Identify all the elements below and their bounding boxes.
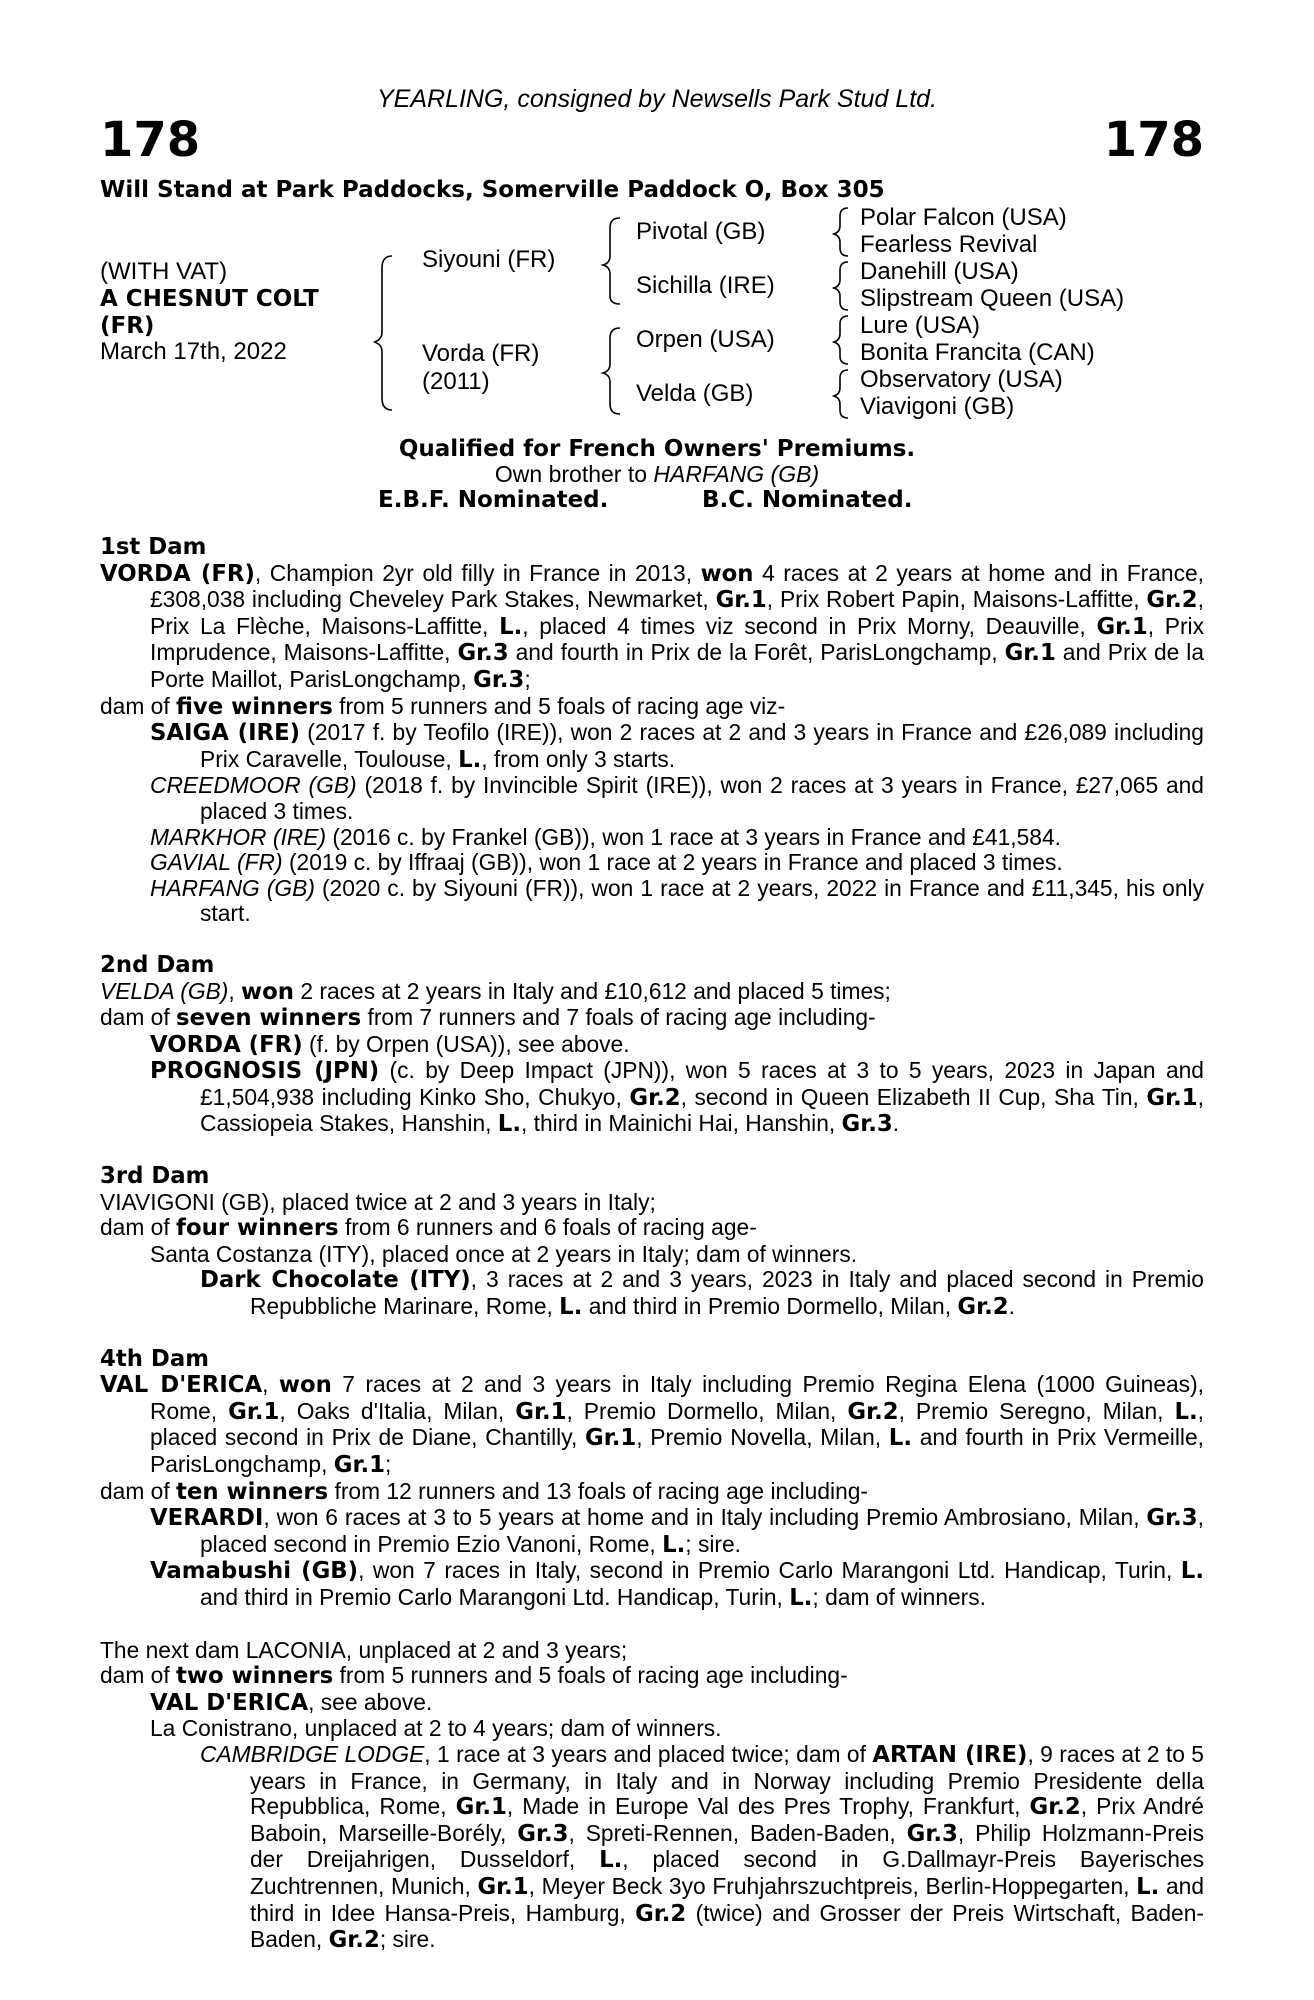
- produce-dark-chocolate: Dark Chocolate (ITY), 3 races at 2 and 3 years, 2023 in Italy and placed second in Premio Repubbliche Marinare, Rome, L. and third in Premio Dormello, Milan, Gr.2.: [200, 1266, 1204, 1321]
- produce-vamabushi: Vamabushi (GB), won 7 races in Italy, second in Premio Carlo Marangoni Ltd. Handicap, Turin, L. and third in Premio Carlo Marangoni Ltd. Handicap, Turin, L.; dam of winners.: [150, 1557, 1204, 1611]
- catalogue-body: [100, 535, 1204, 1954]
- bc-nomination: B.C. Nominated.: [702, 487, 913, 513]
- stabling-location: Will Stand at Park Paddocks, Somerville Paddock O, Box 305: [100, 177, 885, 203]
- sire-dam: Sichilla (IRE): [636, 272, 775, 299]
- premium-qualification: Qualified for French Owners' Premiums.: [398, 436, 916, 462]
- horse-country: (FR): [100, 313, 155, 339]
- produce-santa-costanza: Santa Costanza (ITY), placed once at 2 years in Italy; dam of winners.: [150, 1240, 858, 1267]
- ancestor-4: Slipstream Queen (USA): [860, 285, 1125, 312]
- produce-creedmoor: CREEDMOOR (GB) (2018 f. by Invincible Spirit (IRE)), won 2 races at 3 years in France, £27,065 and placed 3 times.: [150, 772, 1204, 824]
- produce-val-derica: VAL D'ERICA, see above.: [150, 1688, 433, 1716]
- fourth-dam-produce-summary: dam of ten winners from 12 runners and 13 foals of racing age including-: [100, 1477, 869, 1505]
- dam-name: Vorda (FR): [422, 340, 540, 367]
- second-dam-title: 2nd Dam: [100, 951, 215, 978]
- produce-verardi: VERARDI, won 6 races at 3 to 5 years at home and in Italy including Premio Ambrosiano, Milan, Gr.3, placed second in Premio Ezio Vanoni, Rome, L.; sire.: [150, 1504, 1204, 1558]
- first-dam-title: 1st Dam: [100, 534, 207, 560]
- dam-sire: Orpen (USA): [636, 326, 775, 353]
- ancestor-8: Viavigoni (GB): [860, 393, 1015, 420]
- lot-number-left: 178: [100, 112, 201, 168]
- third-dam-produce-summary: dam of four winners from 6 runners and 6 foals of racing age-: [100, 1214, 757, 1242]
- first-dam-record: VORDA (FR), Champion 2yr old filly in France in 2013, won 4 races at 2 years at home and in France, £308,038 including Cheveley Park Stakes, Newmarket, Gr.1, Prix Robert Papin, Maisons-Laffitte, Gr.2, Prix La Flèche, Maisons-Laffitte, L., placed 4 times viz second in Prix Morny, Deauville, Gr.1, Prix Imprudence, Maisons-Laffitte, Gr.3 and fourth in Prix de la Forêt, ParisLongchamp, Gr.1 and Prix de la Porte Maillot, ParisLongchamp, Gr.3;: [100, 559, 1205, 693]
- third-dam-title: 3rd Dam: [100, 1163, 210, 1190]
- ancestor-1: Polar Falcon (USA): [860, 204, 1067, 231]
- sire-name: Siyouni (FR): [422, 246, 556, 273]
- sire-sire: Pivotal (GB): [636, 218, 766, 245]
- produce-cambridge-lodge: CAMBRIDGE LODGE, 1 race at 3 years and placed twice; dam of ARTAN (IRE), 9 races at 2 to 5 years in France, in Germany, in Italy and in Norway including Premio Presidente della Repubblica, Rome, Gr.1, Made in Europe Val des Pres Trophy, Frankfurt, Gr.2, Prix André Baboin, Marseille-Borély, Gr.3, Spreti-Rennen, Baden-Baden, Gr.3, Philip Holzmann-Preis der Dreijahrigen, Dusseldorf, L., placed second in G.Dallmayr-Preis Bayerisches Zuchtrennen, Munich, Gr.1, Meyer Beck 3yo Fruhjahrszuchtpreis, Berlin-Hoppegarten, L. and third in Idee Hansa-Preis, Hamburg, Gr.2 (twice) and Grosser der Preis Wirtschaft, Baden-Baden, Gr.2; sire.: [200, 1740, 1205, 1954]
- second-dam-produce-summary: dam of seven winners from 7 runners and 7 foals of racing age including-: [100, 1004, 876, 1032]
- ancestor-6: Bonita Francita (CAN): [860, 339, 1095, 366]
- own-brother-note: Own brother to HARFANG (GB): [494, 461, 820, 487]
- next-dam-record: The next dam LACONIA, unplaced at 2 and 3 years;: [100, 1636, 628, 1663]
- ancestor-5: Lure (USA): [860, 312, 981, 339]
- dam-dam: Velda (GB): [636, 380, 754, 407]
- consignor-line: YEARLING, consigned by Newsells Park Stud Ltd.: [377, 85, 937, 113]
- vat-note: (WITH VAT): [100, 258, 228, 285]
- next-dam-produce-summary: dam of two winners from 5 runners and 5 foals of racing age including-: [100, 1662, 848, 1690]
- fourth-dam-title: 4th Dam: [100, 1345, 209, 1372]
- ancestor-3: Danehill (USA): [860, 258, 1019, 285]
- fourth-dam-record: VAL D'ERICA, won 7 races at 2 and 3 years in Italy including Premio Regina Elena (1000 Guineas), Rome, Gr.1, Oaks d'Italia, Milan, Gr.1, Premio Dormello, Milan, Gr.2, Premio Seregno, Milan, L., placed second in Prix de Diane, Chantilly, Gr.1, Premio Novella, Milan, L. and fourth in Prix Vermeille, ParisLongchamp, Gr.1;: [100, 1371, 1205, 1478]
- first-dam-produce-summary: dam of five winners from 5 runners and 5 foals of racing age viz-: [100, 692, 786, 720]
- produce-la-conistrano: La Conistrano, unplaced at 2 to 4 years; dam of winners.: [150, 1715, 722, 1742]
- ancestor-7: Observatory (USA): [860, 366, 1063, 393]
- produce-harfang: HARFANG (GB) (2020 c. by Siyouni (FR)), won 1 race at 2 years, 2022 in France and £11,345, his only start.: [150, 874, 1204, 927]
- produce-markhor: MARKHOR (IRE) (2016 c. by Frankel (GB)), won 1 race at 3 years in France and £41,584.: [150, 823, 1061, 850]
- foaling-date: March 17th, 2022: [100, 338, 287, 365]
- ancestor-2: Fearless Revival: [860, 231, 1038, 258]
- produce-saiga: SAIGA (IRE) (2017 f. by Teofilo (IRE)), won 2 races at 2 and 3 years in France and £26,089 including Prix Caravelle, Toulouse, L., from only 3 starts.: [150, 719, 1204, 773]
- produce-gavial: GAVIAL (FR) (2019 c. by Iffraaj (GB)), won 1 race at 2 years in France and placed 3 times.: [150, 849, 1063, 876]
- ebf-nomination: E.B.F. Nominated.: [378, 487, 609, 513]
- third-dam-record: VIAVIGONI (GB), placed twice at 2 and 3 years in Italy;: [100, 1188, 656, 1215]
- second-dam-record: VELDA (GB), won 2 races at 2 years in Italy and £10,612 and placed 5 times;: [100, 977, 891, 1005]
- dam-year: (2011): [422, 368, 490, 395]
- produce-prognosis: PROGNOSIS (JPN) (c. by Deep Impact (JPN)), won 5 races at 3 to 5 years, 2023 in Japan and £1,504,938 including Kinko Sho, Chukyo, Gr.2, second in Queen Elizabeth II Cup, Sha Tin, Gr.1, Cassiopeia Stakes, Hanshin, L., third in Mainichi Hai, Hanshin, Gr.3.: [150, 1057, 1204, 1138]
- horse-name: A CHESNUT COLT: [100, 286, 319, 312]
- lot-number-right: 178: [1103, 112, 1204, 168]
- produce-vorda: VORDA (FR) (f. by Orpen (USA)), see above.: [150, 1030, 630, 1058]
